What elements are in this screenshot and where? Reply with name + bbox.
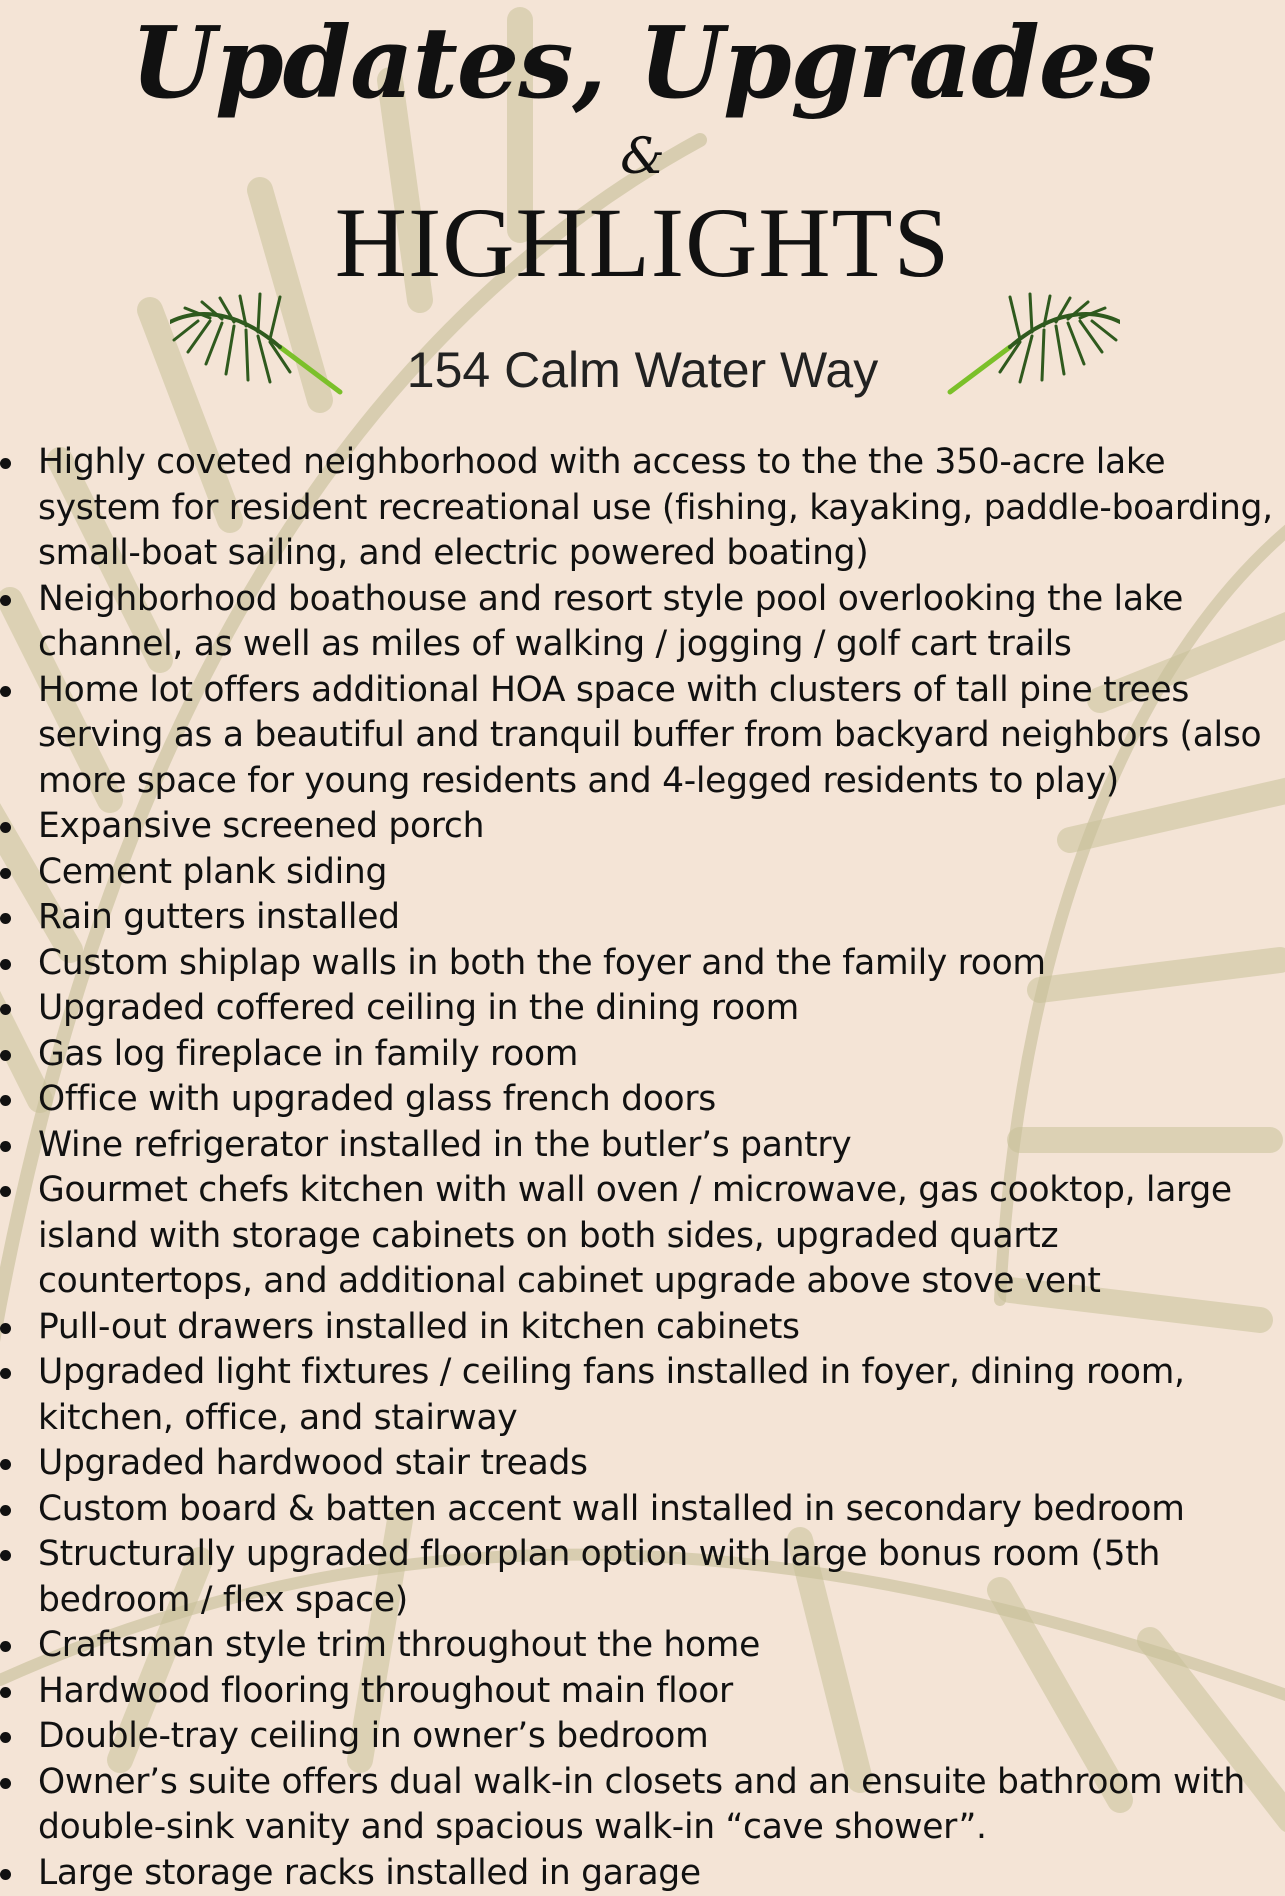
list-item-text: Office with upgraded glass french doors xyxy=(38,1079,716,1119)
list-item xyxy=(0,1487,1285,1533)
bullet-icon xyxy=(0,1778,11,1789)
list-item-text: Custom shiplap walls in both the foyer and the family room xyxy=(38,943,1046,983)
list-item xyxy=(0,1669,1285,1715)
list-item xyxy=(0,1714,1285,1760)
list-item-text: Structurally upgraded floorplan option with large bonus room (5th bedroom / flex space) xyxy=(38,1534,1160,1620)
list-item-text: Home lot offers additional HOA space with clusters of tall pine trees serving as a beautiful and tranquil buffer from backyard neighbors (also more space for young residents and 4-legged residents to play) xyxy=(38,670,1261,801)
bullet-icon xyxy=(0,1368,11,1379)
list-item xyxy=(0,1032,1285,1078)
bullet-icon xyxy=(0,1095,11,1106)
bullet-icon xyxy=(0,1050,11,1061)
bullet-icon xyxy=(0,1141,11,1152)
bullet-icon xyxy=(0,1732,11,1743)
list-item xyxy=(0,895,1285,941)
list-item xyxy=(0,986,1285,1032)
bullet-icon xyxy=(0,868,11,879)
list-item-text: Double-tray ceiling in owner’s bedroom xyxy=(38,1716,708,1756)
list-item xyxy=(0,1441,1285,1487)
bullet-icon xyxy=(0,822,11,833)
list-item xyxy=(0,804,1285,850)
bullet-icon xyxy=(0,959,11,970)
list-item-text: Rain gutters installed xyxy=(38,897,400,937)
list-item-text: Craftsman style trim throughout the home xyxy=(38,1625,760,1665)
bullet-icon xyxy=(0,458,11,469)
highlights-list xyxy=(0,440,1285,1896)
bullet-icon xyxy=(0,1869,11,1880)
bullet-icon xyxy=(0,913,11,924)
list-item-text: Hardwood flooring throughout main floor xyxy=(38,1671,733,1711)
list-item-text: Neighborhood boathouse and resort style pool overlooking the lake channel, as well as miles of walking / jogging / golf cart trails xyxy=(38,579,1183,665)
bullet-icon xyxy=(0,1004,11,1015)
bullet-icon xyxy=(0,686,11,697)
list-item-text: Highly coveted neighborhood with access to the the 350-acre lake system for resident recreational use (fishing, kayaking, paddle-boarding, small-boat sailing, and electric powered boating) xyxy=(38,442,1273,573)
list-item xyxy=(0,1168,1285,1305)
bullet-icon xyxy=(0,1550,11,1561)
list-item xyxy=(0,1623,1285,1669)
list-item-text: Owner’s suite offers dual walk-in closets and an ensuite bathroom with double-sink vanity and spacious walk-in “cave shower”. xyxy=(38,1762,1245,1848)
list-item xyxy=(0,1851,1285,1896)
list-item xyxy=(0,440,1285,577)
list-item-text: Wine refrigerator installed in the butler’s pantry xyxy=(38,1125,851,1165)
list-item-text: Gourmet chefs kitchen with wall oven / microwave, gas cooktop, large island with storage cabinets on both sides, upgraded quartz countertops, and additional cabinet upgrade above stove vent xyxy=(38,1170,1232,1301)
list-item-text: Upgraded coffered ceiling in the dining room xyxy=(38,988,799,1028)
list-item xyxy=(0,1123,1285,1169)
list-item-text: Upgraded light fixtures / ceiling fans installed in foyer, dining room, kitchen, office, and stairway xyxy=(38,1352,1185,1438)
list-item xyxy=(0,941,1285,987)
list-item-text: Upgraded hardwood stair treads xyxy=(38,1443,588,1483)
list-item-text: Expansive screened porch xyxy=(38,806,484,846)
title-ampersand: & xyxy=(0,128,1285,184)
list-item-text: Custom board & batten accent wall installed in secondary bedroom xyxy=(38,1489,1185,1529)
bullet-icon xyxy=(0,1186,11,1197)
bullet-icon xyxy=(0,1459,11,1470)
bullet-icon xyxy=(0,595,11,606)
bullet-icon xyxy=(0,1687,11,1698)
bullet-icon xyxy=(0,1641,11,1652)
list-item-text: Large storage racks installed in garage xyxy=(38,1853,701,1893)
list-item xyxy=(0,577,1285,668)
list-item-text: Cement plank siding xyxy=(38,852,387,892)
list-item xyxy=(0,1350,1285,1441)
list-item xyxy=(0,1532,1285,1623)
bullet-icon xyxy=(0,1505,11,1516)
list-item xyxy=(0,1077,1285,1123)
list-item xyxy=(0,1305,1285,1351)
property-address: 154 Calm Water Way xyxy=(0,338,1285,402)
list-item-text: Gas log fireplace in family room xyxy=(38,1034,578,1074)
list-item xyxy=(0,850,1285,896)
list-item xyxy=(0,668,1285,805)
list-item-text: Pull-out drawers installed in kitchen cabinets xyxy=(38,1307,800,1347)
title-script: Updates, Upgrades xyxy=(0,0,1285,128)
bullet-icon xyxy=(0,1323,11,1334)
page-title: HIGHLIGHTS xyxy=(0,188,1285,298)
palm-leaf-icon xyxy=(930,292,1120,402)
list-item xyxy=(0,1760,1285,1851)
